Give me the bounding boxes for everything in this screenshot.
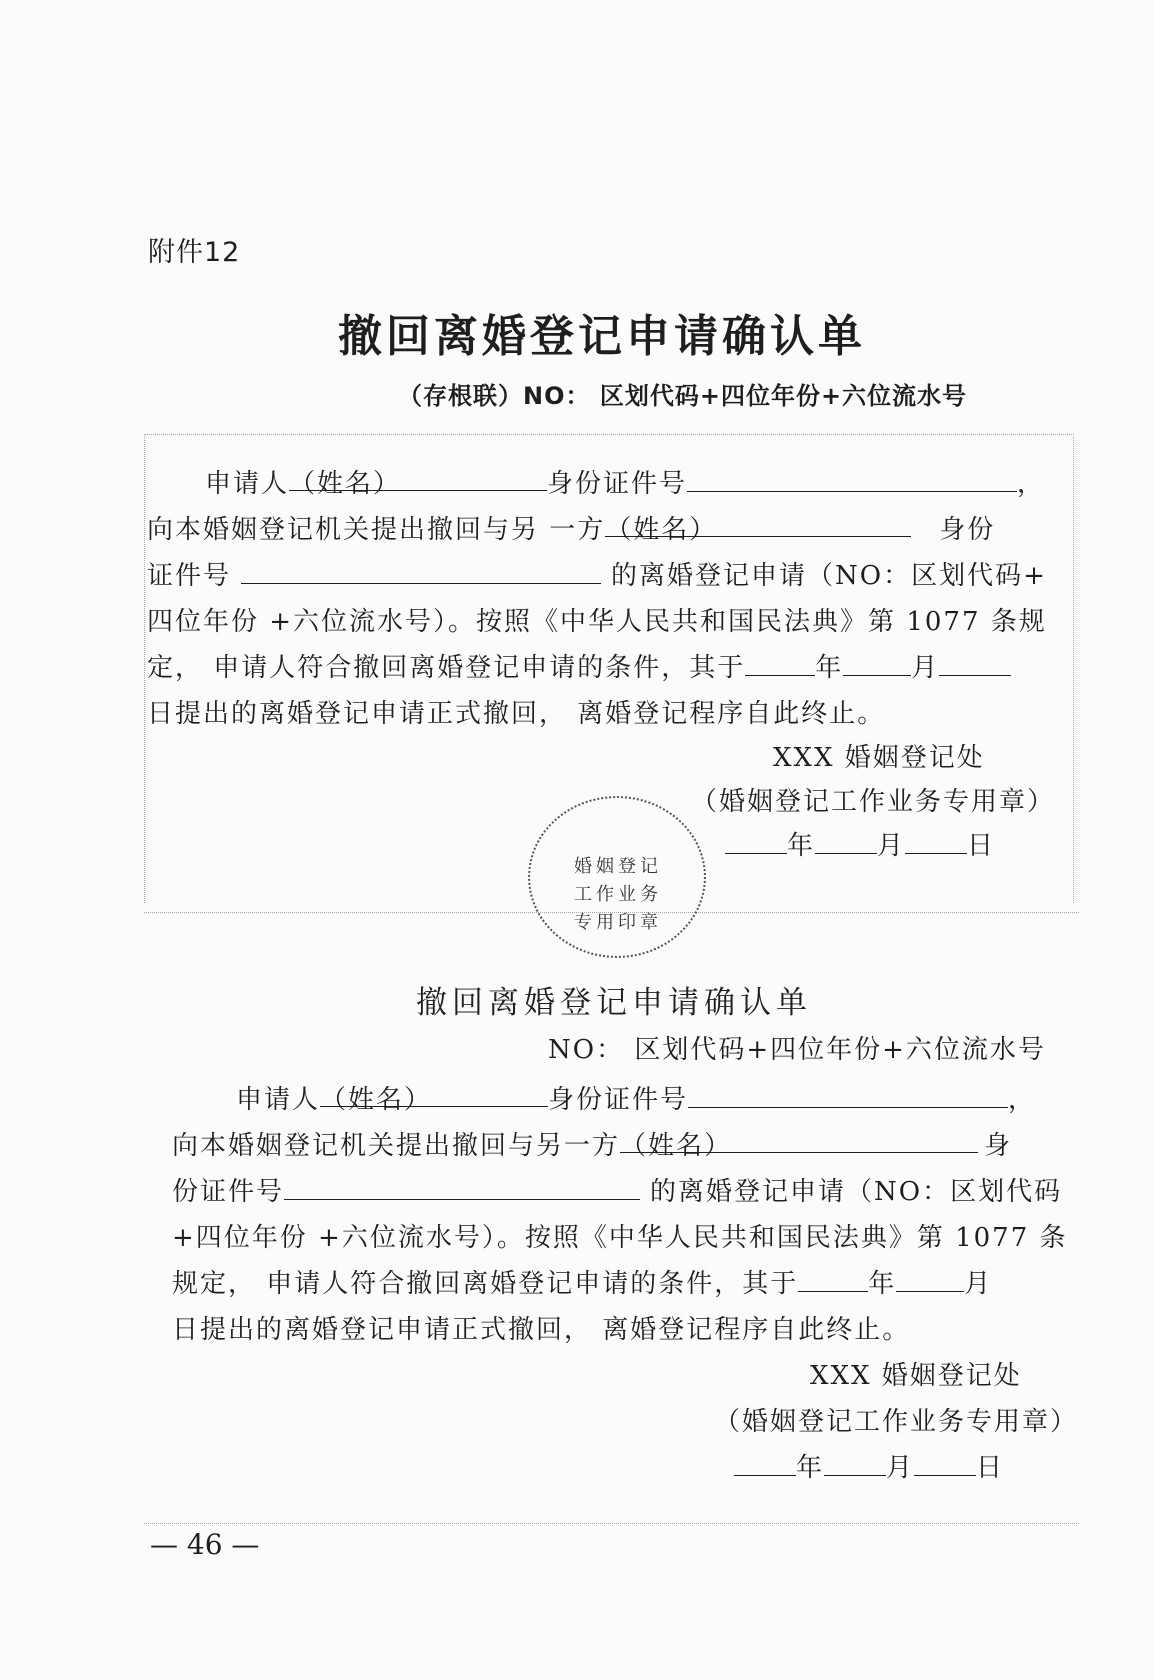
day-field[interactable] (939, 648, 1011, 676)
name-hint: （姓名） (289, 469, 402, 499)
stub-line-2-end: 身份 (939, 515, 996, 545)
copy-other-id-field[interactable] (284, 1172, 640, 1200)
copy-id-field[interactable] (688, 1080, 1008, 1108)
stub-line-3 (147, 555, 1047, 592)
copy-date-year: 年 (796, 1453, 825, 1483)
month-label: 月 (911, 653, 940, 683)
stub-line-2 (147, 509, 995, 546)
stub-subtitle: （存根联）NO： 区划代码+四位年份+六位流水号 (398, 382, 968, 410)
stub-date-day: 日 (967, 831, 996, 861)
other-id-field[interactable] (241, 556, 601, 584)
copy-name-hint: （姓名） (320, 1085, 433, 1115)
stub-line-2-text: 向本婚姻登记机关提出撤回与另 一方 (147, 515, 606, 545)
stub-date-year-field[interactable] (725, 826, 787, 854)
copy-date-month: 月 (886, 1453, 915, 1483)
comma: ， (1017, 469, 1046, 499)
year-label: 年 (815, 653, 844, 683)
copy-other-name-hint: （姓名） (620, 1131, 733, 1161)
id-label: 身份证件号 (547, 469, 688, 499)
annex-label: 附件12 (148, 237, 241, 268)
copy-office: XXX 婚姻登记处 (810, 1361, 1022, 1391)
seal-text-2: 工作业务 (574, 884, 662, 905)
stub-date (725, 825, 995, 862)
applicant-label: 申请人 (205, 469, 290, 499)
stub-line-4: 四位年份 +六位流水号）。按照《中华人民共和国民法典》第 1077 条规 (147, 607, 1047, 637)
copy-line-2-end: 身 (984, 1131, 1013, 1161)
page-number: — 46 — (150, 1528, 260, 1561)
copy-line-2-text: 向本婚姻登记机关提出撤回与另一方 (172, 1131, 621, 1161)
copy-comma: ， (1008, 1085, 1037, 1115)
copy-line-5 (172, 1263, 992, 1300)
copy-date-day: 日 (976, 1453, 1005, 1483)
copy-line-4: +四位年份 +六位流水号）。按照《中华人民共和国民法典》第 1077 条 (172, 1223, 1068, 1253)
official-seal (528, 796, 706, 958)
stub-line-3-text: 的离婚登记申请（NO：区划代码+ (611, 561, 1047, 591)
seal-text-1: 婚姻登记 (574, 856, 662, 877)
page-title: 撤回离婚登记申请确认单 (338, 311, 866, 362)
seal-text-3: 专用印章 (574, 912, 662, 933)
stub-date-month: 月 (877, 831, 906, 861)
copy-id-label: 身份证件号 (548, 1085, 689, 1115)
copy-date-month-field[interactable] (824, 1448, 886, 1476)
copy-date (734, 1447, 1004, 1484)
copy-no: NO： 区划代码+四位年份+六位流水号 (548, 1035, 1046, 1065)
id-field[interactable] (687, 464, 1017, 492)
copy-month-field[interactable] (896, 1264, 964, 1292)
stub-seal-note: （婚姻登记工作业务专用章） (691, 787, 1056, 817)
other-name-hint: （姓名） (605, 515, 718, 545)
stub-line-1 (205, 463, 1045, 500)
copy-applicant-label: 申请人 (236, 1085, 321, 1115)
copy-date-year-field[interactable] (734, 1448, 796, 1476)
stub-date-year: 年 (787, 831, 816, 861)
month-field[interactable] (843, 648, 911, 676)
stub-office: XXX 婚姻登记处 (773, 743, 985, 773)
copy-year-field[interactable] (798, 1264, 868, 1292)
copy-line-3 (172, 1171, 1062, 1208)
copy-line-1 (236, 1079, 1036, 1116)
copy-month-label: 月 (964, 1269, 993, 1299)
stub-line-5-text: 定， 申请人符合撤回离婚登记申请的条件，其于 (147, 653, 746, 683)
copy-title: 撤回离婚登记申请确认单 (416, 985, 812, 1021)
stub-line-5 (147, 647, 1011, 684)
copy-line-2 (172, 1125, 1012, 1162)
copy-line-3-text: 的离婚登记申请（NO：区划代码 (650, 1177, 1063, 1207)
year-field[interactable] (745, 648, 815, 676)
copy-line-3-label: 份证件号 (172, 1177, 285, 1207)
copy-year-label: 年 (868, 1269, 897, 1299)
stub-date-day-field[interactable] (905, 826, 967, 854)
copy-line-6: 日提出的离婚登记申请正式撤回， 离婚登记程序自此终止。 (172, 1315, 911, 1345)
copy-section (144, 912, 1079, 1524)
stub-line-3-label: 证件号 (147, 561, 232, 591)
copy-date-day-field[interactable] (914, 1448, 976, 1476)
stub-line-6: 日提出的离婚登记申请正式撤回， 离婚登记程序自此终止。 (147, 699, 886, 729)
copy-seal-note: （婚姻登记工作业务专用章） (714, 1407, 1079, 1437)
copy-line-5-text: 规定， 申请人符合撤回离婚登记申请的条件，其于 (172, 1269, 799, 1299)
stub-date-month-field[interactable] (815, 826, 877, 854)
